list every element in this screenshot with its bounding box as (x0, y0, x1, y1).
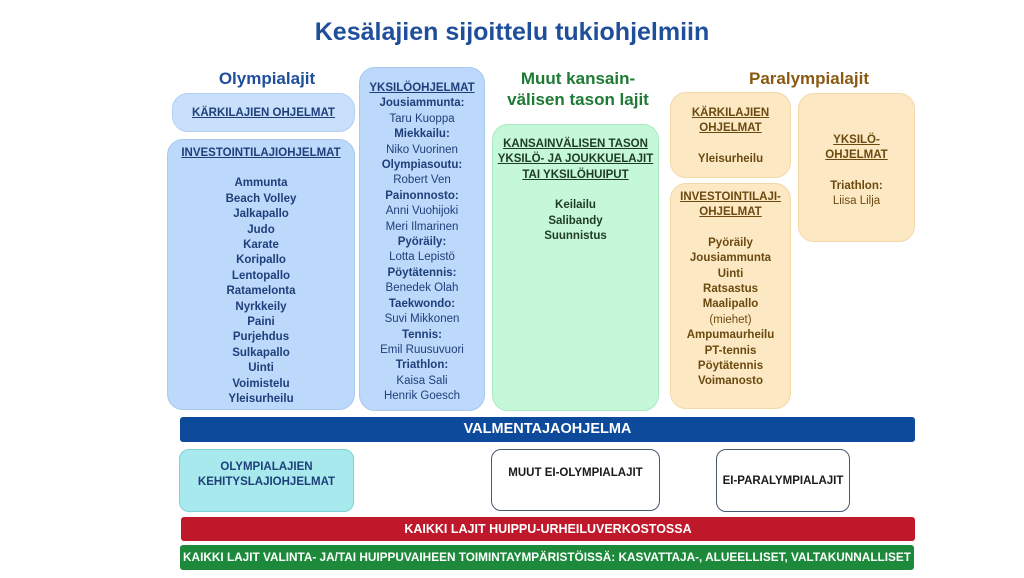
para-investment-label-line: OHJELMAT (699, 206, 762, 219)
sport-list-item: Voimanosto (698, 375, 763, 388)
sport-list-item: Yleisurheilu (228, 393, 294, 406)
para-individual-programmes-box (798, 93, 915, 242)
para-investment-programmes-box (670, 183, 791, 409)
paralympic-heading: Paralympialajit (748, 69, 869, 88)
sport-list-item: PT-tennis (704, 344, 757, 357)
para-top-programmes-list (671, 152, 790, 167)
individual-sport: Pöytätennis: (387, 266, 457, 279)
individual-sport: Tennis: (401, 328, 443, 341)
non-paralympic-box (716, 449, 850, 512)
individual-sport: Triathlon: (395, 359, 449, 372)
sport-list-item: Purjehdus (232, 331, 290, 344)
individual-sport: Olympiasoutu: (381, 159, 463, 172)
sport-list-item: Pyöräily (708, 236, 753, 249)
sport-list-item: Ratamelonta (226, 285, 296, 298)
para-individual-programmes-label (799, 133, 914, 164)
environments-bar: KAIKKI LAJIT VALINTA- JA/TAI HUIPPUVAIHEEN TOIMINTAYMPÄRISTÖISSÄ: KASVATTAJA-, ALUEELLISET, VALTAKUNNALLISET (180, 545, 914, 570)
athlete-name: Lotta Lepistö (389, 251, 455, 264)
individual-sport: Painonnosto: (385, 189, 459, 202)
sport-list-item: Ammunta (234, 177, 288, 190)
athlete-name: Meri Ilmarinen (385, 220, 459, 233)
para-top-programmes-box (670, 92, 791, 178)
other-heading-line-2: välisen tason lajit (507, 90, 649, 109)
other-non-olympic-box (491, 449, 660, 511)
international-label-line: KANSAINVÄLISEN TASON (503, 138, 648, 150)
sport-list-item: Nyrkkeily (235, 300, 287, 313)
sport-list-item: Paini (247, 316, 275, 329)
sport-list-item: Jalkapallo (233, 208, 289, 221)
international-label-line: YKSILÖ- JA JOUKKUELAJIT (497, 153, 654, 166)
sport-list-item: Uinti (717, 267, 744, 280)
individual-programmes-label: YKSILÖOHJELMAT (369, 82, 475, 94)
international-sports-box (492, 124, 659, 411)
para-top-programmes-label (671, 106, 790, 137)
other-non-olympic-label: MUUT EI-OLYMPIALAJIT (508, 467, 643, 479)
athlete-name: Robert Ven (393, 174, 451, 187)
olympic-top-programmes-label: KÄRKILAJIEN OHJELMAT (192, 107, 335, 119)
para-investment-list-2 (671, 328, 790, 390)
olympic-investment-label: INVESTOINTILAJIOHJELMAT (181, 147, 341, 159)
olympic-development-box (179, 449, 354, 512)
international-sports-list (493, 198, 658, 244)
para-individual-label-line: YKSILÖ- (833, 134, 880, 146)
sport-list-item: Jousiammunta (689, 252, 772, 265)
page-title: Kesälajien sijoittelu tukiohjelmiin (314, 18, 710, 46)
para-investment-note: (miehet) (709, 313, 752, 326)
other-international-heading (488, 68, 668, 110)
non-paralympic-label: EI-PARALYMPIALAJIT (722, 475, 844, 487)
para-individual-label-line: OHJELMAT (825, 149, 888, 162)
athlete-name: Niko Vuorinen (386, 143, 458, 156)
sport-list-item: Voimistelu (232, 377, 290, 390)
sport-list-item: Sulkapallo (232, 346, 290, 359)
olympic-dev-line-2: KEHITYSLAJIOHJELMAT (197, 476, 336, 489)
sport-list-item: Ampumaurheilu (686, 329, 775, 342)
olympic-dev-line-1: OLYMPIALAJIEN (220, 461, 313, 473)
individual-programmes-list (360, 96, 484, 404)
para-individual-athlete: Liisa Lilja (832, 195, 881, 208)
sport-list-item: Beach Volley (225, 192, 297, 205)
sport-list-item: Salibandy (548, 214, 603, 227)
para-investment-list (671, 236, 790, 313)
sport-list-item: Keilailu (555, 199, 596, 212)
sport-list-item: Yleisurheilu (697, 152, 764, 165)
sport-list-item: Judo (247, 223, 275, 236)
para-investment-label-line: INVESTOINTILAJI- (680, 191, 781, 203)
coach-programme-bar: VALMENTAJAOHJELMA (180, 417, 915, 442)
sport-list-item: Pöytätennis (697, 360, 764, 373)
sport-list-item: Ratsastus (703, 283, 758, 296)
para-top-label-line: KÄRKILAJIEN (691, 107, 770, 119)
sport-list-item: Koripallo (236, 254, 286, 267)
international-label-line: TAI YKSILÖHUIPUT (522, 168, 629, 181)
sport-list-item: Karate (243, 239, 279, 252)
individual-sport: Taekwondo: (388, 297, 456, 310)
para-individual-sport: Triathlon: (830, 179, 883, 192)
athlete-name: Kaisa Sali (396, 374, 448, 387)
athlete-name: Henrik Goesch (383, 390, 461, 403)
athlete-name: Suvi Mikkonen (384, 313, 460, 326)
sport-list-item: Suunnistus (544, 230, 607, 243)
olympic-heading: Olympialajit (218, 69, 316, 88)
olympic-investment-list (168, 176, 354, 407)
sport-list-item: Uinti (248, 362, 274, 375)
sport-list-item: Maalipallo (702, 298, 759, 311)
para-top-label-line: OHJELMAT (699, 122, 762, 135)
individual-sport: Miekkailu: (394, 128, 450, 141)
individual-sport: Jousiammunta: (379, 97, 465, 110)
athlete-name: Emil Ruusuvuori (380, 343, 464, 356)
olympic-investment-programmes-box (167, 139, 355, 410)
athlete-name: Taru Kuoppa (389, 112, 455, 125)
other-heading-line-1: Muut kansain- (520, 69, 636, 88)
olympic-top-programmes-box (172, 93, 355, 132)
athlete-name: Benedek Olah (385, 282, 459, 295)
network-bar: KAIKKI LAJIT HUIPPU-URHEILUVERKOSTOSSA (181, 517, 915, 541)
sport-list-item: Lentopallo (231, 269, 291, 282)
individual-sport: Pyöräily: (397, 236, 447, 249)
para-investment-programmes-label (671, 190, 790, 221)
individual-programmes-box (359, 67, 485, 411)
international-sports-label (493, 137, 658, 183)
athlete-name: Anni Vuohijoki (385, 205, 459, 218)
